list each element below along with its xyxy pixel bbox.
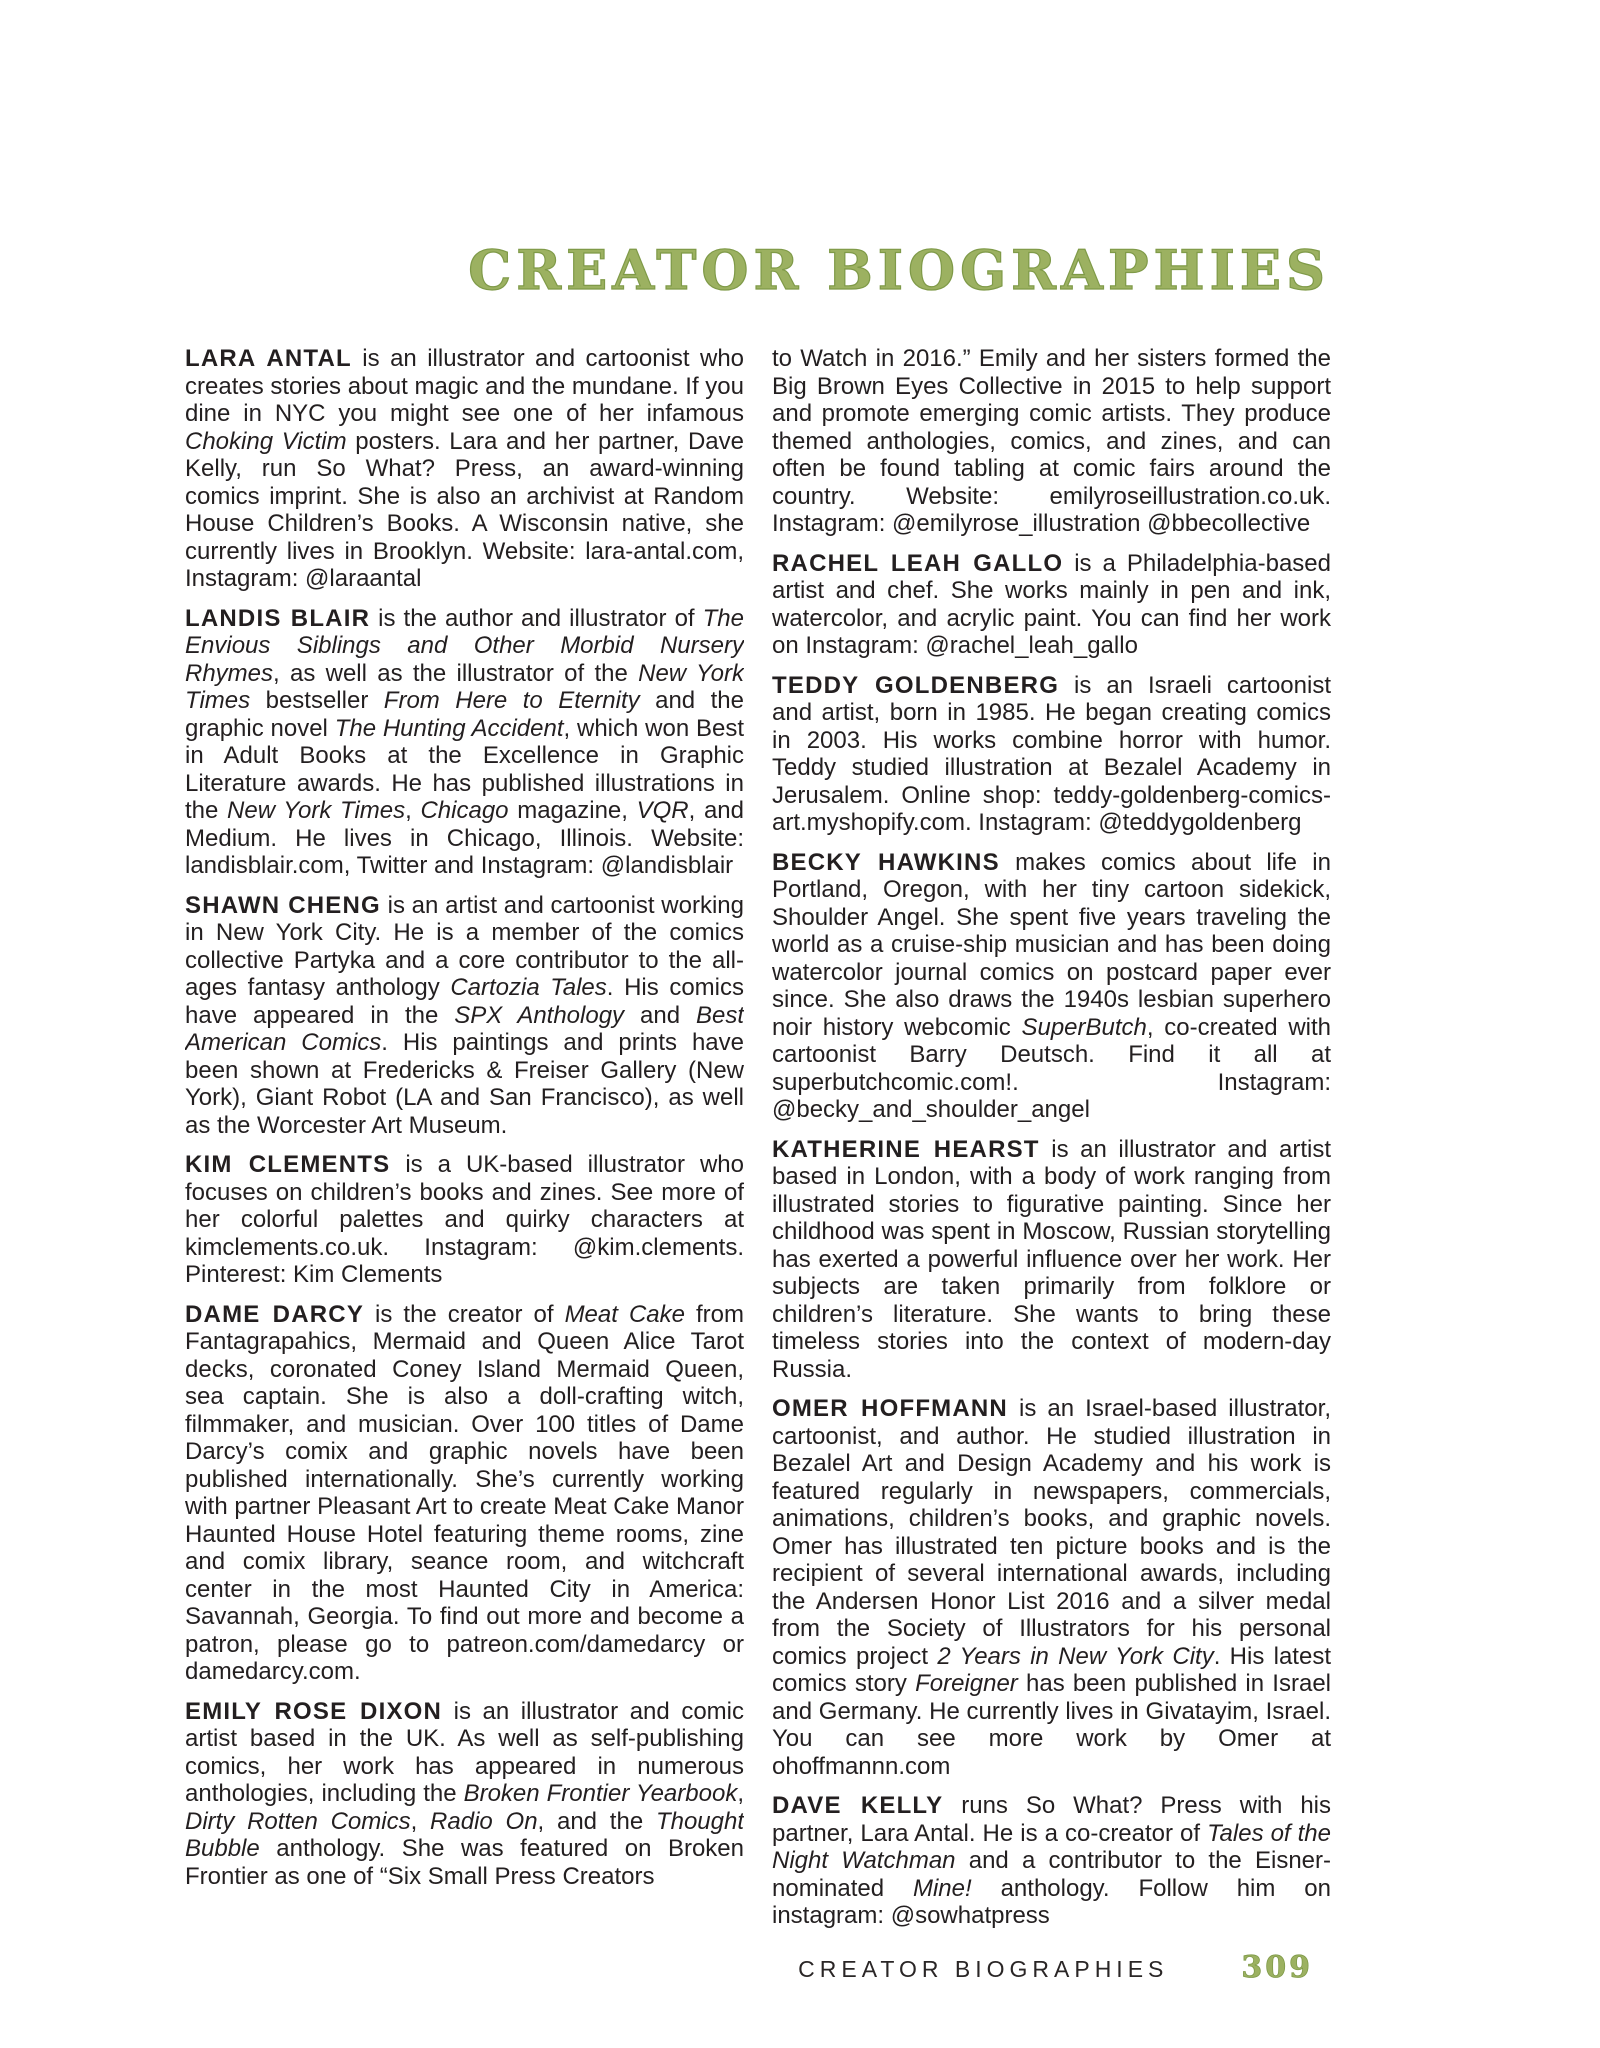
creator-name: DAME DARCY <box>185 1300 365 1328</box>
work-title: Mine! <box>912 1874 972 1902</box>
bio-text: is a UK-based illustrator who focuses on children’s books and zines. See more of her colorful palettes and quirky characters at kimclements.co.uk. Instagram: @kim.clements. Pinterest: Kim Clements <box>185 1151 744 1288</box>
bio-text: , co-created with cartoonist Barry Deutsch. Find it all at superbutchcomic.com!. Instagram: @becky_and_shoulder_angel <box>772 1013 1331 1123</box>
bio-text: to Watch in 2016.” Emily and her sisters formed the Big Brown Eyes Collective in 2015 to help support and promote emerging comic artists. They produce themed anthologies, comics, and zines, and can often be found tabling at comic fairs around the country. Website: emilyroseillustration.co.uk. Instagram: @emilyrose_illustration @bbecollective <box>772 345 1331 537</box>
creator-name: BECKY HAWKINS <box>772 848 1000 876</box>
bio-text: , and Medium. He lives in Chicago, Illinois. Website: landisblair.com, Twitter and Instagram: @landisblair <box>185 797 744 879</box>
left-column <box>185 345 744 1952</box>
bio-katherine-hearst <box>772 1136 1331 1384</box>
bio-text: runs So What? Press with his partner, Lara Antal. He is a co-creator of <box>772 1792 1331 1847</box>
bio-text: is an artist and cartoonist working in New York City. He is a member of the comics collective Partyka and a core contributor to the all-ages fantasy anthology <box>185 891 744 1001</box>
bio-shawn-cheng <box>185 892 744 1140</box>
creator-name: LARA ANTAL <box>185 345 352 372</box>
work-title: Foreigner <box>915 1670 1018 1697</box>
bio-text: is the author and illustrator of <box>370 604 703 632</box>
work-title: Broken Frontier Yearbook <box>463 1780 738 1807</box>
bio-text: posters. Lara and her partner, Dave Kelly, run So What? Press, an award-winning comics imprint. She is also an archivist at Random House Children’s Books. A Wisconsin native, she currently lives in Brooklyn. Website: lara-antal.com, Instagram: @laraantal <box>185 427 744 592</box>
bio-emily-rose-dixon <box>185 1698 744 1891</box>
bio-text: , <box>737 1780 744 1807</box>
bio-text: and a contributor to the Eisner-nominated <box>772 1847 1331 1902</box>
bio-text: makes comics about life in Portland, Oregon, with her tiny cartoon sidekick, Shoulder Angel. She spent five years traveling the world as a cruise-ship musician and has been doing watercolor journal comics on postcard paper ever since. She also draws the 1940s lesbian superhero noir history webcomic <box>772 848 1331 1041</box>
creator-name: OMER HOFFMANN <box>772 1395 1008 1422</box>
work-title: Best American Comics <box>185 1001 744 1056</box>
bio-text: . His paintings and prints have been shown at Fredericks & Freiser Gallery (New York), Giant Robot (LA and San Francisco), as well as the Worcester Art Museum. <box>185 1029 744 1139</box>
work-title: Thought Bubble <box>185 1807 744 1862</box>
page-number: 309 <box>1241 1950 1313 1985</box>
bio-text: . His latest comics story <box>772 1642 1331 1697</box>
right-column <box>772 345 1331 1952</box>
bio-text: from Fantagrapahics, Mermaid and Queen Alice Tarot decks, coronated Coney Island Mermaid Queen, sea captain. She is also a doll-crafting witch, filmmaker, and musician. Over 100 titles of Dame Darcy’s comix and graphic novels have been published internationally. She’s currently working with partner Pleasant Art to create Meat Cake Manor Haunted House Hotel featuring theme rooms, zine and comix library, seance room, and witchcraft center in the most Haunted City in America: Savannah, Georgia. To find out more and become a patron, please go to patreon.com/damedarcy or damedarcy.com. <box>185 1300 744 1685</box>
bio-dame-darcy <box>185 1301 744 1686</box>
bio-text: . His comics have appeared in the <box>185 974 744 1029</box>
bio-text: is an illustrator and artist based in London, with a body of work ranging from illustrated stories to figurative painting. Since her childhood was spent in Moscow, Russian storytelling has exerted a powerful influence over her work. Her subjects are taken primarily from folklore or children’s literature. She wants to bring these timeless stories into the context of modern-day Russia. <box>772 1135 1331 1383</box>
bio-text: is an Israel-based illustrator, cartoonist, and author. He studied illustration in Bezalel Art and Design Academy and his work is featured regularly in newspapers, commercials, animations, children’s books, and graphic novels. Omer has illustrated ten picture books and is the recipient of several international awards, including the Andersen Honor List 2016 and a silver medal from the Society of Illustrators for his personal comics project <box>772 1395 1331 1670</box>
bio-emily-rose-dixon-continued <box>772 345 1331 538</box>
work-title: VQR <box>636 797 689 824</box>
work-title: The Envious Siblings and Other Morbid Nursery Rhymes <box>185 604 744 687</box>
bio-text: anthology. Follow him on instagram: @sowhatpress <box>772 1874 1331 1929</box>
bio-text: bestseller <box>250 687 384 714</box>
creator-name: TEDDY GOLDENBERG <box>772 671 1060 699</box>
page-title: CREATOR BIOGRAPHIES <box>468 238 1330 302</box>
creator-name: RACHEL LEAH GALLO <box>772 549 1064 577</box>
page-footer <box>0 1950 1313 1985</box>
work-title: Choking Victim <box>185 427 347 455</box>
work-title: SPX Anthology <box>454 1001 625 1029</box>
work-title: New York Times <box>185 659 744 714</box>
work-title: Chicago <box>420 797 509 824</box>
bio-text: is an illustrator and comic artist based in the UK. As well as self-publishing comics, her work has appeared in numerous anthologies, including the <box>185 1697 744 1807</box>
creator-name: LANDIS BLAIR <box>185 604 371 632</box>
creator-name: KATHERINE HEARST <box>772 1135 1040 1163</box>
work-title: Dirty Rotten Comics <box>185 1807 411 1835</box>
work-title: Cartozia Tales <box>450 974 607 1001</box>
bio-text: , <box>405 797 421 824</box>
biography-columns <box>185 345 1331 1952</box>
work-title: Tales of the Night Watchman <box>772 1819 1331 1874</box>
bio-text: , and the <box>537 1807 656 1835</box>
work-title: Meat Cake <box>564 1300 685 1328</box>
creator-name: EMILY ROSE DIXON <box>185 1697 443 1725</box>
work-title: Radio On <box>430 1807 538 1835</box>
bio-text: , which won Best in Adult Books at the Excellence in Graphic Literature awards. He has published illustrations in the <box>185 714 744 824</box>
bio-teddy-goldenberg <box>772 672 1331 837</box>
bio-text: is an illustrator and cartoonist who creates stories about magic and the mundane. If you dine in NYC you might see one of her infamous <box>185 345 744 427</box>
bio-text: is the creator of <box>364 1300 565 1328</box>
footer-section-label: CREATOR BIOGRAPHIES <box>798 1956 1169 1982</box>
bio-omer-hoffmann <box>772 1395 1331 1780</box>
creator-name: DAVE KELLY <box>772 1792 944 1819</box>
creator-name: KIM CLEMENTS <box>185 1151 391 1178</box>
bio-lara-antal <box>185 345 744 593</box>
creator-name: SHAWN CHENG <box>185 891 381 919</box>
bio-text: and the graphic novel <box>185 687 744 742</box>
bio-text: , as well as the illustrator of the <box>273 659 639 687</box>
bio-text: has been published in Israel and Germany. He currently lives in Givatayim, Israel. You can see more work by Omer at ohoffmannn.com <box>772 1670 1331 1780</box>
work-title: New York Times <box>227 797 406 824</box>
bio-text: is a Philadelphia-based artist and chef. She works mainly in pen and ink, watercolor, and acrylic paint. You can find her work on Instagram: @rachel_leah_gallo <box>772 549 1331 659</box>
bio-text: is an Israeli cartoonist and artist, born in 1985. He began creating comics in 2003. His works combine horror with humor. Teddy studied illustration at Bezalel Academy in Jerusalem. Online shop: teddy-goldenberg-comics-art.myshopify.com. Instagram: @teddygoldenberg <box>772 671 1331 836</box>
bio-becky-hawkins <box>772 849 1331 1124</box>
bio-text: , <box>410 1807 431 1835</box>
bio-rachel-leah-gallo <box>772 550 1331 660</box>
work-title: The Hunting Accident <box>334 714 564 742</box>
work-title: 2 Years in New York City <box>937 1642 1214 1670</box>
bio-kim-clements <box>185 1151 744 1289</box>
bio-text: anthology. She was featured on Broken Frontier as one of “Six Small Press Creators <box>185 1835 744 1890</box>
bio-text: and <box>624 1001 696 1029</box>
bio-text: magazine, <box>508 797 637 824</box>
bio-dave-kelly <box>772 1792 1331 1930</box>
work-title: From Here to Eternity <box>383 687 640 714</box>
work-title: SuperButch <box>1021 1013 1147 1041</box>
bio-landis-blair <box>185 605 744 880</box>
